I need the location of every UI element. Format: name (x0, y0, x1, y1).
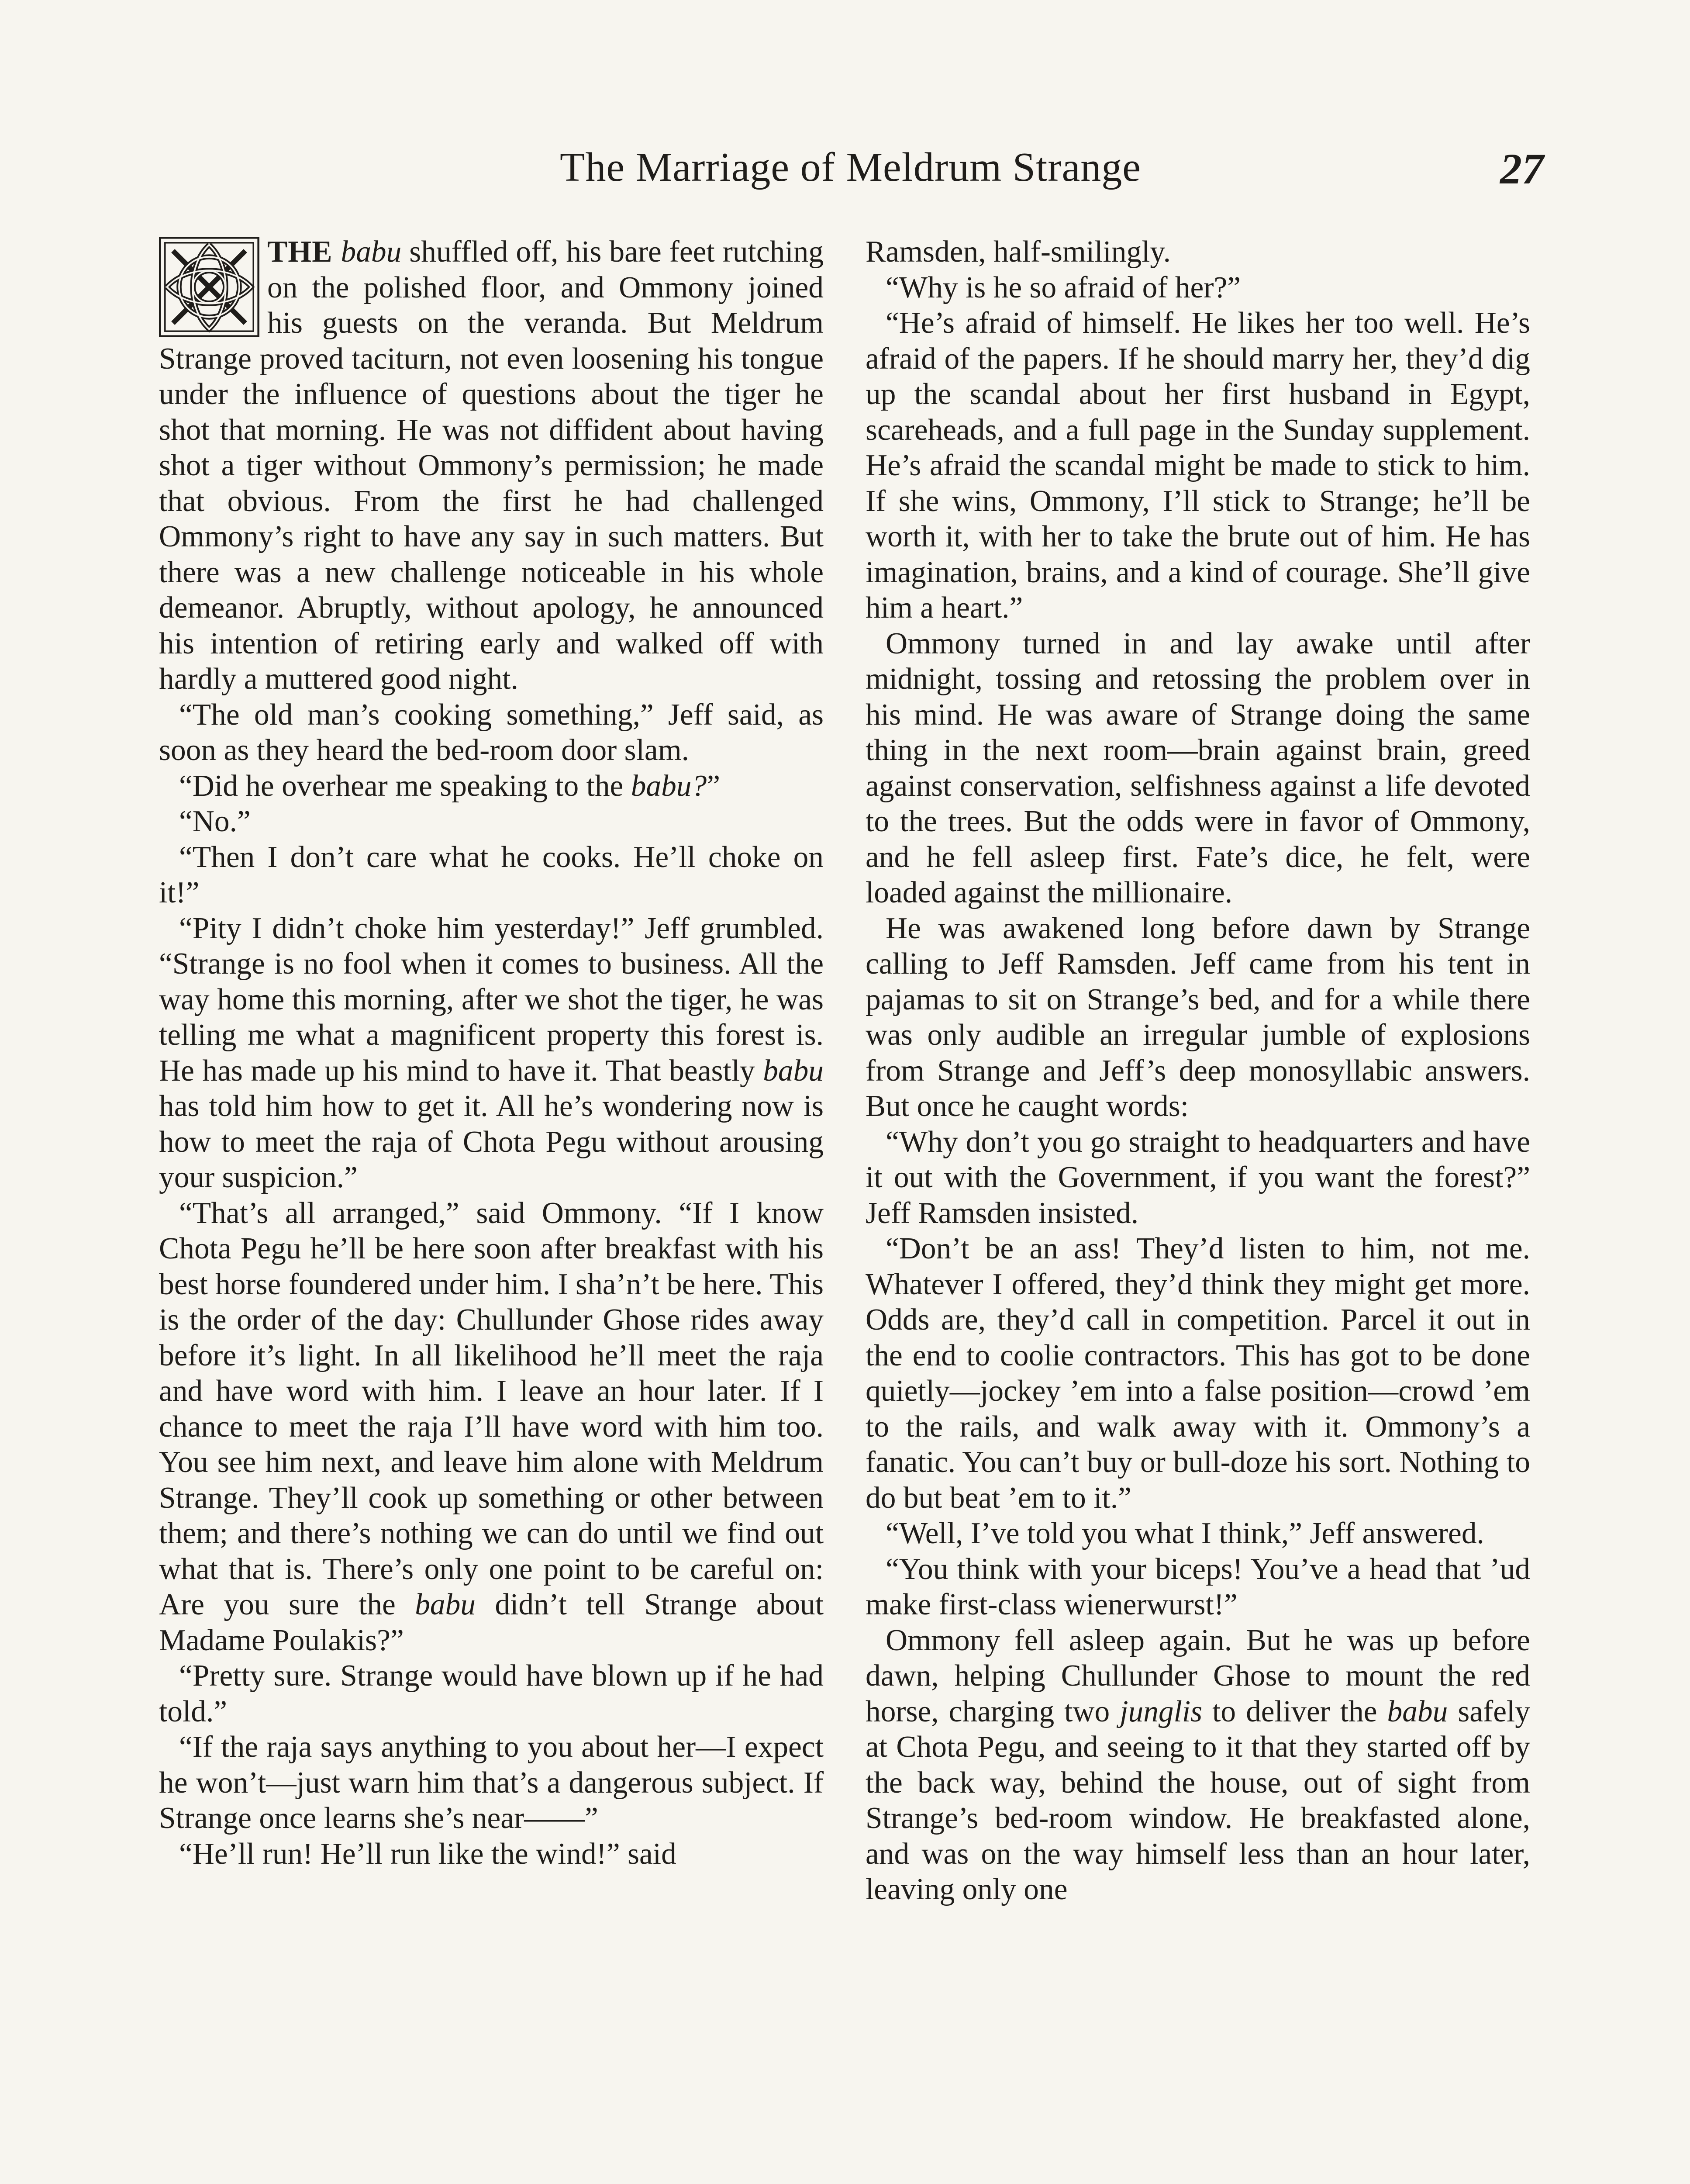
paragraph: “No.” (179, 805, 251, 838)
running-header (157, 139, 1544, 204)
paragraph: “If the raja says anything to you about her—I expect he won’t—just warn him that’s a dangerous subject. If Strange once learns she’s near——” (159, 1730, 824, 1835)
paragraph: “That’s all arranged,” said Ommony. “If I know Chota Pegu he’ll be here soon after breakfast with his best horse foundered under him. I sha’n’t be here. This is the order of the day: Chullunder Ghose rides away before it’s light. In all likelihood he’ll meet the raja and have word with him. I leave an hour later. If I chance to meet the raja I’ll have word with him too. You see him next, and leave him alone with Meldrum Strange. They’ll cook up something or other between them; and there’s nothing we can do until we find out what that is. There’s only one point to be careful on: Are you sure the babu didn’t tell Strange about Madame Poulakis?” (159, 1196, 824, 1657)
paragraph: “The old man’s cooking something,” Jeff said, as soon as they heard the bed-room door slam. (159, 698, 824, 767)
paragraph: “Did he overhear me speaking to the babu?” (179, 769, 720, 803)
paragraph: “He’s afraid of himself. He likes her too well. He’s afraid of the papers. If he should marry her, they’d dig up the scandal about her first husband in Egypt, scareheads, and a full page in the Sunday supplement. He’s afraid the scandal might be made to stick to him. If she wins, Ommony, I’ll stick to Strange; he’ll be worth it, with her to take the brute out of him. He has imagination, brains, and a kind of courage. She’ll give him a heart.” (866, 306, 1530, 625)
running-title: The Marriage of Meldrum Strange (560, 145, 1141, 190)
paragraph: Ommony turned in and lay awake until after midnight, tossing and retossing the problem over in his mind. He was aware of Strange doing the same thing in the next room—brain against brain, greed against conservation, selfishness against a life devoted to the trees. But the odds were in favor of Ommony, and he fell asleep first. Fate’s dice, he felt, were loaded against the millionaire. (866, 626, 1530, 909)
right-column (866, 234, 1530, 1908)
paragraph: He was awakened long before dawn by Strange calling to Jeff Ramsden. Jeff came from his tent in pajamas to sit on Strange’s bed, and for a while there was only audible an irregular jumble of explosions from Strange and Jeff’s deep monosyllabic answers. But once he caught words: (866, 911, 1530, 1123)
paragraph: “Why don’t you go straight to headquarters and have it out with the Government, if you want the forest?” Jeff Ramsden insisted. (866, 1125, 1530, 1230)
paragraph: “Don’t be an ass! They’d listen to him, not me. Whatever I offered, they’d think they might get more. Odds are, they’d call in competition. Parcel it out in the end to coolie contractors. This has got to be done quietly—jockey ’em into a false position—crowd ’em to the rails, and walk away with it. Ommony’s a fanatic. You can’t buy or bull-doze his sort. Nothing to do but beat ’em to it.” (866, 1232, 1530, 1515)
paragraph: Ommony fell asleep again. But he was up before dawn, helping Chullunder Ghose to mount the red horse, charging two junglis to deliver the babu safely at Chota Pegu, and seeing to it that they started off by the back way, behind the house, out of sight from Strange’s bed-room window. He breakfasted alone, and was on the way himself less than an hour later, leaving only one (866, 1623, 1530, 1906)
opening-paragraph (159, 234, 824, 697)
knot-ornament-icon (159, 237, 259, 337)
paragraph: “You think with your biceps! You’ve a head that ’ud make first-class wienerwurst!” (866, 1552, 1530, 1621)
paragraph: “Pity I didn’t choke him yesterday!” Jeff grumbled. “Strange is no fool when it comes to business. All the way home this morning, after we shot the tiger, he was telling me what a magnificent property this forest is. He has made up his mind to have it. That beastly babu has told him how to get it. All he’s wondering now is how to meet the raja of Chota Pegu without arousing your suspicion.” (159, 911, 824, 1194)
paragraph: “Pretty sure. Strange would have blown up if he had told.” (159, 1659, 824, 1728)
paragraph: “He’ll run! He’ll run like the wind!” said (179, 1837, 676, 1871)
paragraph: “Then I don’t care what he cooks. He’ll choke on it!” (159, 840, 824, 909)
paragraph: “Why is he so afraid of her?” (886, 270, 1241, 304)
right-paragraphs (866, 270, 1530, 1908)
left-paragraphs (159, 697, 824, 1872)
left-column (159, 234, 824, 1872)
opening-text: babu shuffled off, his bare feet rutching on the polished floor, and Ommony joined his guests on the veranda. But Meldrum Strange proved taciturn, not even loosening his tongue under the influence of questions about the tiger he shot that morning. He was not diffident about having shot a tiger without Ommony’s permission; he made that obvious. From the first he had challenged Ommony’s right to have any say in such matters. But there was a new challenge noticeable in his whole demeanor. Abruptly, without apology, he announced his intention of retiring early and walked off with hardly a muttered good night. (159, 235, 824, 696)
paragraph: “Well, I’ve told you what I think,” Jeff answered. (886, 1517, 1484, 1550)
lead-word: THE (267, 235, 341, 269)
continuation-line: Ramsden, half-smilingly. (866, 235, 1171, 269)
page-number: 27 (1500, 145, 1544, 193)
